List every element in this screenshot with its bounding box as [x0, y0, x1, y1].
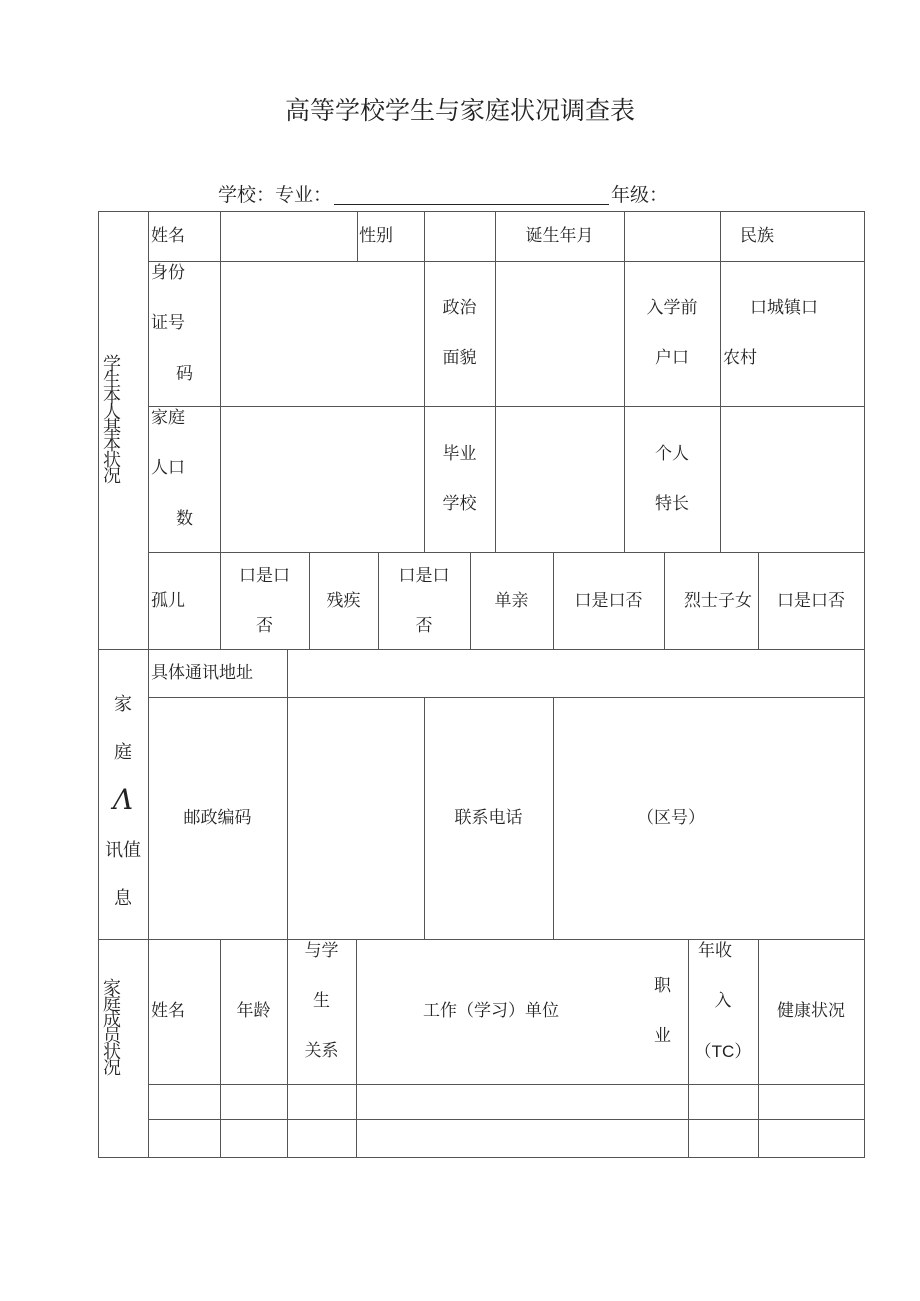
name-label: 姓名	[151, 226, 185, 246]
disabled-label: 残疾	[326, 591, 361, 611]
section-label-student: 学生本人基本状况	[100, 354, 121, 482]
gender-field[interactable]	[425, 212, 494, 260]
political-label: 政治	[442, 298, 477, 318]
section-label-char: 庭	[114, 742, 132, 763]
birth-label: 诞生年月	[525, 226, 594, 246]
member-income-header: （TC）	[694, 1042, 752, 1061]
member-workplace-header: 工作（学习）单位	[423, 1001, 559, 1021]
gender-label: 性别	[359, 226, 393, 246]
hukou-label: 入学前	[646, 298, 698, 318]
section-label-family-members: 家庭成员状况	[100, 978, 121, 1074]
birth-field[interactable]	[625, 212, 719, 260]
orphan-option[interactable]: 否	[256, 616, 273, 636]
name-field[interactable]	[221, 212, 356, 260]
member-row-2[interactable]	[149, 1120, 864, 1156]
ethnicity-label: 民族	[740, 226, 774, 246]
graduated-school-label: 学校	[442, 494, 477, 514]
address-label: 具体通讯地址	[151, 663, 253, 683]
postcode-label: 邮政编码	[183, 808, 252, 828]
member-health-header: 健康状况	[777, 1001, 845, 1021]
member-income-header: 年收	[698, 941, 732, 961]
phone-field-area-code[interactable]: （区号）	[637, 808, 705, 828]
disabled-option[interactable]: 否	[415, 616, 433, 636]
hukou-option-rural[interactable]: 农村	[723, 348, 757, 368]
member-job-header: 职	[654, 976, 671, 996]
postcode-field[interactable]	[288, 698, 423, 938]
specialty-label: 个人	[655, 444, 689, 464]
political-label: 面貌	[442, 348, 477, 368]
school-major-blank[interactable]	[334, 186, 609, 205]
id-number-label: 码	[176, 364, 193, 384]
member-age-header: 年龄	[236, 1001, 271, 1021]
family-size-label: 人口	[151, 458, 185, 478]
orphan-label: 孤儿	[151, 591, 185, 611]
address-field[interactable]	[288, 650, 863, 696]
section-label-char: 家	[114, 694, 132, 715]
single-parent-option[interactable]: 口是口否	[574, 591, 643, 611]
section-label-char: Λ	[112, 783, 134, 816]
member-income-header: 入	[714, 991, 732, 1011]
single-parent-label: 单亲	[494, 591, 529, 611]
school-major-grade-line	[218, 186, 668, 205]
graduated-school-field[interactable]	[496, 407, 623, 551]
id-number-field[interactable]	[221, 262, 423, 405]
hukou-option-urban[interactable]: 口城镇口	[750, 298, 818, 318]
member-job-header: 业	[654, 1026, 671, 1046]
member-row-1[interactable]	[149, 1085, 864, 1118]
phone-label: 联系电话	[454, 808, 523, 828]
political-field[interactable]	[496, 262, 623, 405]
school-major-label: 学校：专业：	[218, 184, 333, 206]
specialty-label: 特长	[655, 494, 689, 514]
family-size-label: 数	[176, 509, 193, 529]
section-label-char: 讯值	[105, 840, 141, 861]
section-label-char: 息	[114, 888, 132, 909]
member-relation-header: 与学	[304, 941, 339, 961]
page-title: 高等学校学生与家庭状况调查表	[284, 96, 635, 125]
martyr-child-option[interactable]: 口是口否	[777, 591, 845, 611]
orphan-option[interactable]: 口是口	[239, 566, 290, 586]
martyr-child-label: 烈士子女	[684, 591, 752, 611]
id-number-label: 身份	[151, 263, 185, 283]
id-number-label: 证号	[151, 313, 185, 333]
grade-label: 年级：	[611, 184, 669, 206]
family-size-field[interactable]	[221, 407, 423, 551]
member-relation-header: 关系	[304, 1041, 339, 1061]
member-name-header: 姓名	[151, 1001, 185, 1021]
disabled-option[interactable]: 口是口	[398, 566, 450, 586]
family-size-label: 家庭	[151, 408, 185, 428]
member-relation-header: 生	[313, 991, 330, 1011]
specialty-field[interactable]	[721, 407, 863, 551]
graduated-school-label: 毕业	[442, 444, 477, 464]
hukou-label: 户口	[655, 348, 689, 368]
